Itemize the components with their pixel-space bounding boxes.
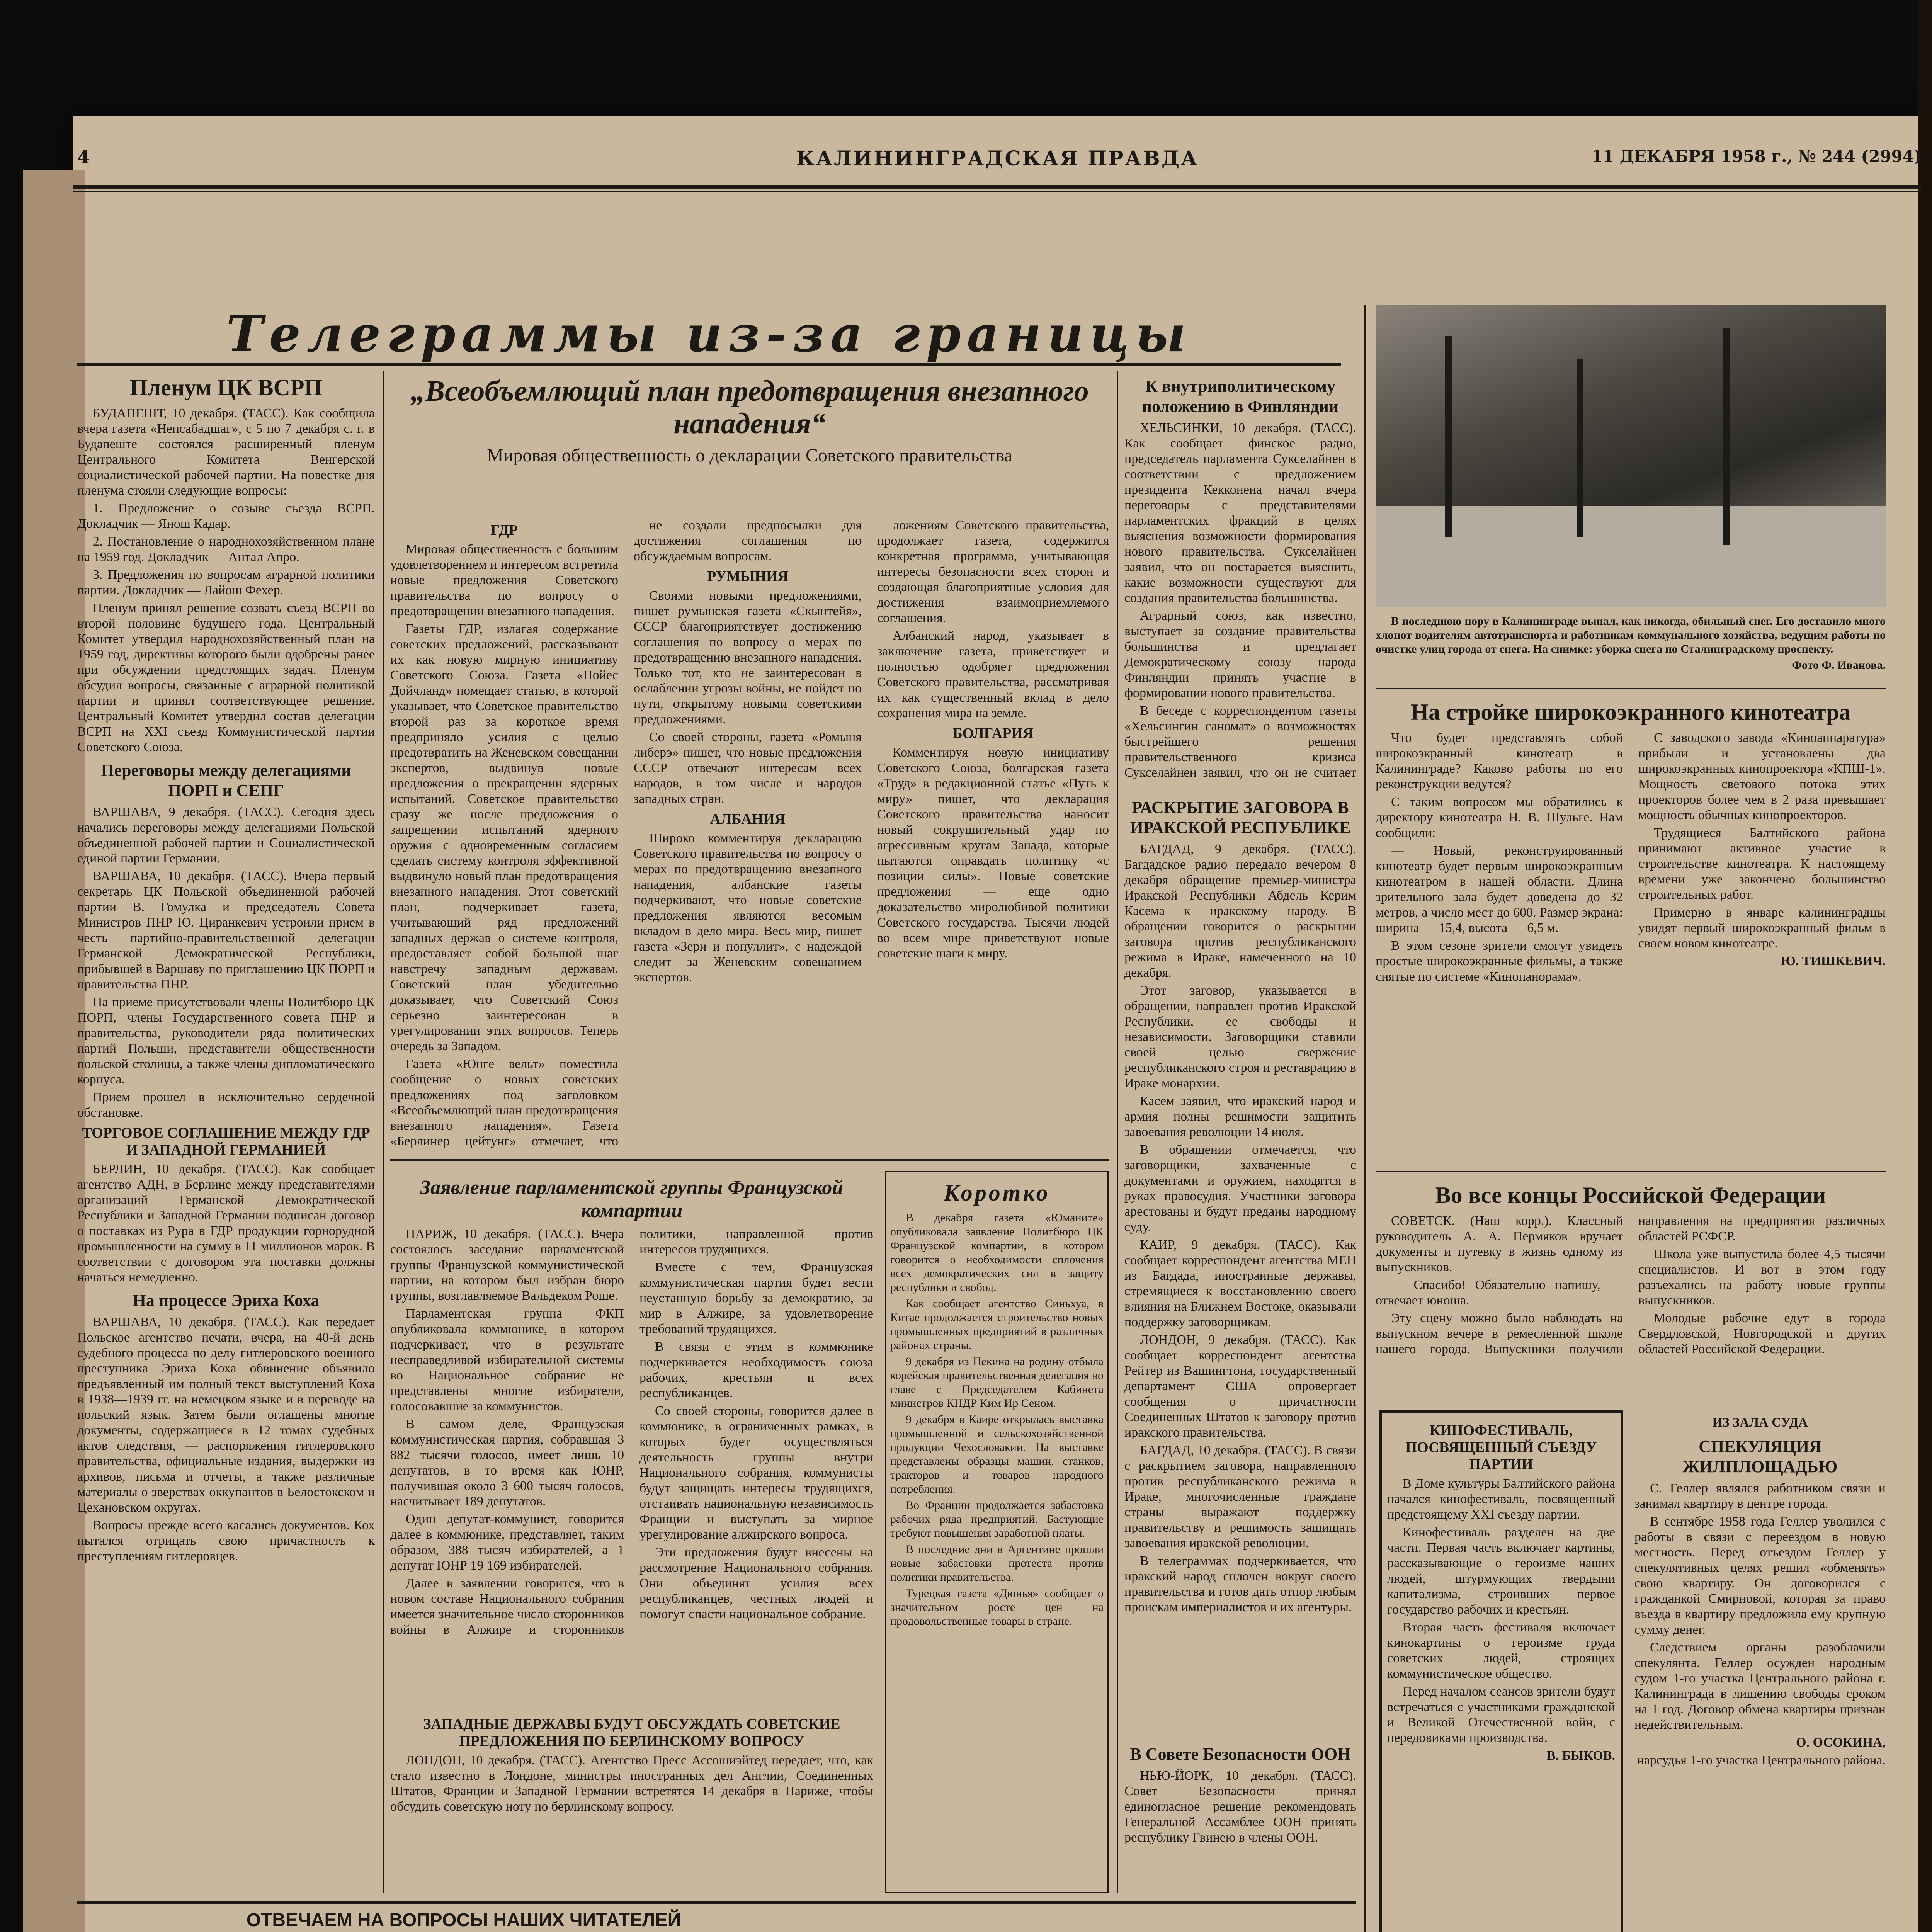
plan-text: Мировая общественность с большим удовлетворением и интересом встретила новые предложения Советского правительства по вопросу о предотвращении внезапного нападения. [390, 542, 618, 618]
koch-trial-text: ВАРШАВА, 10 декабря. (ТАСС). Как передает Польское агентство печати, вчера, на 40-й день судебного процесса по делу гитлеровского военного преступника Эриха Коха обвинение объявило предъявленный им полный текст выступлений Коха в 1938—1939 гг. на немецком языке и в переводе на польский язык. Затем были оглашены многие документы, содержащиеся в 12 томах судебных актов следствия, — распоряжения гитлеровского правительства, официальные издания, выдержки из архивов, письма и отчеты, а также различные материалы о зверствах оккупантов в Белостокском и Цехановском округах. [77, 1315, 375, 1515]
section-divider [1376, 1171, 1886, 1172]
photo-caption-text: В последнюю пору в Калининграде выпал, как никогда, обильный снег. Его доставило много хлопот водителям автотранспорта и работникам коммунального хозяйства, ведущим работы по очистке улиц города от снега. На снимке: уборка снега по Сталинградскому проспекту. [1376, 615, 1886, 655]
plenum-text: 2. Постановление о народнохозяйственном плане на 1959 год. Докладчик — Антал Апро. [77, 534, 375, 564]
berlin-text: ЛОНДОН, 10 декабря. (ТАСС). Агентство Пресс Ассошиэйтед передает, что, как стало известно в Лондоне, министры иностранных дел Англии, Соединенных Штатов, Франции и Западной Германии встретятся 14 декабря в Париже, чтобы обсудить советскую ноту по берлинскому вопросу. [390, 1753, 873, 1814]
plan-gdr-head: ГДР [490, 522, 518, 538]
column-divider [383, 371, 384, 1893]
korotko-item: 9 декабря в Каире открылась выставка промышленной и сельскохозяйственной продукции Чехословакии. На выставке представлены образцы машин, станков, тракторов и товаров народного потребления. [890, 1413, 1104, 1495]
korotko-title: Коротко [944, 1180, 1050, 1206]
berlin-title: ЗАПАДНЫЕ ДЕРЖАВЫ БУДУТ ОБСУЖДАТЬ СОВЕТСКИЕ ПРЕДЛОЖЕНИЯ ПО БЕРЛИНСКОМУ ВОПРОСУ [423, 1716, 840, 1749]
cinema-author: Ю. ТИШКЕВИЧ. [1781, 954, 1886, 968]
france-text: В связи с этим в коммюнике подчеркивается необходимость союза рабочих, крестьян и всех республиканцев. [639, 1340, 873, 1400]
plan-subtitle: Мировая общественность о декларации Советского правительства [486, 445, 1013, 466]
masthead: КАЛИНИНГРАДСКАЯ ПРАВДА [796, 147, 1199, 170]
federation-text: — Спасибо! Обязательно напишу, — отвечает юноша. [1376, 1278, 1623, 1308]
cinema-text: — Новый, реконструированный кинотеатр будет первым широкоэкранным кинотеатром в нашей области. Длина зрительного зала будет доведена до 32 метров, а число мест до 600. Размер экрана: ширина — 15,4, высота — 6,5 м. [1376, 844, 1623, 935]
issue-date: 11 ДЕКАБРЯ 1958 г., № 244 (2994) [1591, 147, 1922, 166]
iraq-title: РАСКРЫТИЕ ЗАГОВОРА В ИРАКСКОЙ РЕСПУБЛИКЕ [1130, 798, 1351, 837]
column-divider [1364, 305, 1366, 1932]
snow-photo [1376, 305, 1886, 607]
porp-text: Прием прошел в исключительно сердечной обстановке. [77, 1090, 375, 1120]
plan-text: Комментируя новую инициативу Советского Союза, болгарская газета «Труд» в редакционной статье «Путь к миру» пишет, что декларация Советского правительства наносит новый сокрушительный удар по агрессивным кругам Запада, которые пытаются оправдать политику «с позиции силы». Новые советские предложения — еще одно доказательство миролюбивой политики Советского государства. Тысячи людей во всем мире приветствуют новые советские шаги к миру. [877, 745, 1109, 961]
photo-tree [1445, 336, 1452, 537]
finland-article [1124, 371, 1356, 781]
photo-tree [1577, 359, 1583, 537]
cinema-text: В этом сезоне зрители смогут увидеть простые широкоэкранные фильмы, а также снятые по системе «Кинопанорама». [1376, 939, 1623, 984]
federation-text: СОВЕТСК. (Наш корр.). Классный руководитель А. А. Пермяков вручает документы и путевку в жизнь одному из выпускников. [1376, 1214, 1623, 1274]
plan-bul-head: БОЛГАРИЯ [952, 725, 1034, 742]
cinema-text: Примерно в январе калининградцы увидят первый широкоэкранный фильм в своем новом кинотеатре. [1638, 905, 1886, 951]
france-text: Один депутат-коммунист, говорится далее в коммюнике, представляет, таким образом, 388 тысяч избирателей, а 1 депутат ЮНР 19 169 избирателей. [390, 1512, 624, 1573]
france-text: Со своей стороны, говорится далее в коммюнике, в ограниченных рамках, в которых будет осуществляться деятельность группы внутри Национального собрания, коммунисты будут защищать интересы трудящихся, отстаивать национальную независимость Франции и выступать за мирное урегулирование алжирского вопроса. [639, 1404, 873, 1542]
page-edge [23, 170, 85, 1932]
photo-snow [1376, 506, 1886, 607]
berlin-article [390, 1712, 873, 1893]
plenum-text: 1. Предложение о созыве съезда ВСРП. Докладчик — Янош Кадар. [77, 501, 375, 531]
iraq-text: БАГДАД, 10 декабря. (ТАСС). В связи с раскрытием заговора, направленного против республиканского режима в Ираке, многочисленные граждане страны выражают поддержку правительству и решимость защищать завоевания иракской революции. [1124, 1443, 1356, 1550]
cinema-text: Что будет представлять собой широкоэкранный кинотеатр в Калининграде? Каково работы по его реконструкции ведутся? [1376, 731, 1623, 791]
koch-trial-title: На процессе Эриха Коха [133, 1291, 320, 1310]
cinema-title: На стройке широкоэкранного кинотеатра [1410, 699, 1851, 725]
korotko-item: 9 декабря из Пекина на родину отбыла корейская правительственная делегация во главе с Председателем Кабинета министров КНДР Ким Ир Сеном. [890, 1355, 1104, 1410]
page-number: 4 [77, 147, 90, 168]
festival-author: В. БЫКОВ. [1547, 1748, 1615, 1763]
plan-rom-head: РУМЫНИЯ [707, 568, 788, 585]
court-head: ИЗ ЗАЛА СУДА [1712, 1415, 1808, 1430]
cinema-text: С заводского завода «Киноаппаратура» прибыли и установлены два широкоэкранных кинопроектора «КПШ-1». Мощность светового потока этих проекторов более чем в 2 раза превышает мощность обычных кинопроекторов. [1638, 731, 1886, 822]
france-text: Далее в заявлении говорится, что в новом составе Национального собрания имеется значительное число сторонников войны в Алжире и сторонников политики, направленной против интересов трудящихся. [390, 1227, 873, 1637]
cinema-text: С таким вопросом мы обратились к директору кинотеатра Н. В. Шульге. Нам сообщили: [1376, 795, 1623, 840]
festival-text: Перед началом сеансов зрители будут встречаться с участниками гражданской и Великой Отечественной войн, с передовиками производства. [1387, 1684, 1615, 1745]
column-left [77, 371, 375, 1893]
plan-text: ложениям Советского правительства, продолжает газета, содержится конкретная программа, учитывающая интересы безопасности всех сторон и создающая благоприятные условия для достижения взаимоприемлемого соглашения. [877, 518, 1109, 625]
federation-text: Школа уже выпустила более 4,5 тысячи специалистов. И вот в этом году разъехались на работу новые группы выпускников. [1638, 1247, 1886, 1308]
koch-trial-text: Вопросы прежде всего касались документов. Кох пытался отрицать свою причастность к преступлениям гитлеровцев. [77, 1518, 375, 1563]
france-text: В самом деле, Французская коммунистическая партия, собравшая 3 882 тысячи голосов, имеет лишь 10 депутатов, в то время как ЮНР, получившая около 3 600 тысяч голосов, насчитывает 189 депутатов. [390, 1417, 624, 1509]
porp-text: На приеме присутствовали члены Политбюро ЦК ПОРП, члены Государственного совета ПНР и правительства, руководители ряда политических партий Польши, представители общественности польской столицы, а также члены дипломатического корпуса. [77, 995, 375, 1087]
plan-text: Газета «Юнге вельт» поместила сообщение о новых советских предложениях под заголовком «Всеобъемлющий план предотвращения внезапного нападения». Газета «Берлинер цейтунг» отмечает, что [390, 1057, 618, 1148]
photo-tree [1723, 328, 1730, 545]
binder-strip [1918, 0, 1932, 1932]
header-rule-thin [73, 191, 1922, 192]
iraq-text: ЛОНДОН, 9 декабря. (ТАСС). Как сообщает корреспондент агентства Рейтер из Вашингтона, государственный департамент США опровергает сообщения о причастности Соединенных Штатов к заговору против иракского правительства. [1124, 1333, 1356, 1440]
federation-text: Молодые рабочие едут в города Свердловской, Новгородской и других областей Российской Федерации. [1638, 1311, 1886, 1356]
france-article [390, 1171, 873, 1704]
korotko-box [885, 1171, 1109, 1893]
iraq-text: БАГДАД, 9 декабря. (ТАСС). Багдадское радио передало вечером 8 декабря обращение премьер-министра Иракской Республики Абдель Керим Касема к иракскому народу. В обращении говорится о раскрытии заговора против республиканского режима в Ираке, намеченного на 10 декабря. [1124, 842, 1356, 980]
trade-title: ТОРГОВОЕ СОГЛАШЕНИЕ МЕЖДУ ГДР И ЗАПАДНОЙ ГЕРМАНИЕЙ [82, 1125, 370, 1158]
france-title: Заявление парламентской группы Французской компартии [420, 1177, 844, 1222]
trade-text: БЕРЛИН, 10 декабря. (ТАСС). Как сообщает агентство АДН, в Берлине между представителями организаций Германской Демократической Республики и Западной Германии подписан договор о поставках из Рура в ГДР продукции горнорудной промышленности на сумму в 11 миллионов марок. В соответствии с договором эта поставки должны начаться немедленно. [77, 1162, 375, 1284]
security-council-text: НЬЮ-ЙОРК, 10 декабря. (ТАСС). Совет Безопасности принял единогласное решение рекомендовать Генеральной Ассамблее ООН принять республику Гвинею в члены ООН. [1124, 1769, 1356, 1845]
plenum-text: БУДАПЕШТ, 10 декабря. (ТАСС). Как сообщила вчера газета «Непсабадшаг», с 5 по 7 декабря с. г. в Будапеште состоялся расширенный пленум Центрального Комитета Венгерской социалистической рабочей партии. На повестке дня пленума стояли следующие вопросы: [77, 406, 375, 498]
column-divider [1117, 371, 1118, 1893]
finland-text: ХЕЛЬСИНКИ, 10 декабря. (ТАСС). Как сообщает финское радио, председатель парламента Сукселайнен в соответствии с предложением президента Кекконена начал вчера переговоры с представителями парламентских фракций в целях выяснения возможности формирования нового правительства. Сукселайнен заявил, что он постарается выяснить, какие возможности существуют для создания правительства большинства. [1124, 421, 1356, 605]
security-council-title: В Совете Безопасности ООН [1130, 1745, 1351, 1764]
security-council-article [1124, 1739, 1356, 1893]
plan-text: Широко комментируя декларацию Советского правительства по вопросу о мерах по предотвращению внезапного нападения, албанские газеты подчеркивают, что новые советские предложения являются весомым вкладом в дело мира. Весь мир, пишет газета «Зери и популлит», с надеждой следит за Женевским совещанием экспертов. [634, 831, 862, 985]
federation-title: Во все концы Российской Федерации [1435, 1182, 1826, 1208]
plan-text: Албанский народ, указывает в заключение газета, приветствует и полностью одобряет предложения Советского правительства, рассматривая их как существенный вклад в дело сохранения мира на земле. [877, 629, 1109, 720]
answers-head: ОТВЕЧАЕМ НА ВОПРОСЫ НАШИХ ЧИТАТЕЛЕЙ [246, 1910, 681, 1930]
section-divider [77, 1901, 1356, 1904]
cinema-body [1376, 730, 1886, 1140]
plan-text: не создали предпосылки для достижения соглашения по обсуждаемым вопросам. [634, 518, 862, 563]
section-divider [390, 1159, 1109, 1161]
federation-body [1376, 1213, 1886, 1391]
festival-title: КИНОФЕСТИВАЛЬ, ПОСВЯЩЕННЫЙ СЪЕЗДУ ПАРТИИ [1405, 1422, 1597, 1473]
court-author: О. ОСОКИНА, [1796, 1735, 1886, 1750]
plan-text: Своими новыми предложениями, пишет румынская газета «Скынтейя», СССР благоприятствует достижению соглашения по вопросу о мерах по предотвращению внезапного нападения. Только тот, кто не заинтересован в ослаблении угрозы войны, не пойдет по пути, открытому новыми советскими предложениями. [634, 588, 862, 726]
photo-caption [1376, 614, 1886, 680]
photo-credit: Фото Ф. Иванова. [1792, 659, 1886, 672]
federation-text: Эту сцену можно было наблюдать на выпускном вечере в ремесленной школе нашего города. Выпускники получили направления на предприятия различных областей РСФСР. [1376, 1214, 1886, 1356]
iraq-text: Касем заявил, что иракский народ и армия полны решимости защитить завоевания революции 14 июля. [1124, 1094, 1356, 1139]
section-banner: Телеграммы из-за границы [77, 305, 1341, 366]
iraq-text: В телеграммах подчеркивается, что иракский народ сплочен вокруг своего правительства и готов дать отпор любым проискам империалистов и их агентуры. [1124, 1554, 1356, 1614]
section-divider [1376, 688, 1886, 689]
court-author-title: нарсудья 1-го участка Центрального района. [1637, 1753, 1886, 1767]
header-rule [73, 185, 1922, 189]
korotko-item: Во Франции продолжается забастовка рабочих ряда предприятий. Бастующие требуют повышения заработной платы. [890, 1499, 1104, 1539]
plenum-title: Пленум ЦК ВСРП [129, 375, 323, 400]
court-text: В сентябре 1958 года Геллер уволился с работы в связи с переездом в новую местность. Перед отъездом Геллер у спекулятивных целях решил «обменять» свою квартиру. Он договорился с гражданкой Смирновой, которая за право въезда в квартиру предложила ему крупную сумму денег. [1634, 1514, 1886, 1637]
court-article [1634, 1410, 1886, 1932]
plan-column-2 [634, 518, 862, 1148]
finland-title: К внутриполитическому положению в Финляндии [1142, 377, 1339, 416]
cinema-article [1376, 696, 1886, 1167]
finland-text: Аграрный союз, как известно, выступает за создание правительства большинства и предлагает Демократическому союзу народа Финляндии принять участие в формировании нового правительства. [1124, 609, 1356, 700]
france-text: Вместе с тем, Французская коммунистическая партия будет вести неустанную борьбу за демократию, за мир в Алжире, за удовлетворение требований трудящихся. [639, 1260, 873, 1336]
iraq-text: Этот заговор, указывается в обращении, направлен против Иракской Республики, ее свободы и независимости. Заговорщики ставили своей целью свержение республиканского строя и реставрацию в Ираке монархии. [1124, 983, 1356, 1090]
porp-text: ВАРШАВА, 9 декабря. (ТАСС). Сегодня здесь начались переговоры между делегациями Польской объединенной рабочей партии и Социалистической единой партии Германии. [77, 805, 375, 866]
iraq-text: КАИР, 9 декабря. (ТАСС). Как сообщает корреспондент агентства МЕН из Багдада, иностранные державы, стремящиеся к восстановлению своего влияния на Ближнем Востоке, оказывали поддержку заговорщикам. [1124, 1238, 1356, 1329]
festival-box [1379, 1410, 1623, 1932]
plan-column-1 [390, 518, 618, 1148]
france-body [390, 1226, 873, 1690]
court-title: СПЕКУЛЯЦИЯ ЖИЛПЛОЩАДЬЮ [1682, 1437, 1838, 1476]
korotko-item: В декабря газета «Юманите» опубликовала заявление Политбюро ЦК Французской компартии, в котором говорится о необходимости сплочения всех демократических сил в защиту республики и свобод. [890, 1211, 1104, 1294]
finland-text: В беседе с корреспондентом газеты «Хельсингин саномат» о возможностях быстрейшего решения правительственного кризиса Сукселайнен заявил, что он не считает [1124, 704, 1356, 780]
france-text: Эти предложения будут внесены на рассмотрение Национального собрания. Они объединят усилия всех республиканцев, честных людей и помогут спасти национальное собрание. [639, 1545, 873, 1621]
korotko-item: В последние дни в Аргентине прошли новые забастовки протеста против политики правительства. [890, 1543, 1104, 1583]
plenum-text: 3. Предложения по вопросам аграрной политики партии. Докладчик — Лайош Фехер. [77, 568, 375, 597]
plan-alb-head: АЛБАНИЯ [710, 811, 786, 827]
iraq-text: В обращении отмечается, что заговорщики, захваченные с документами и оружием, находятся в руках правосудия. Участники заговора арестованы и будут преданы народному суду. [1124, 1143, 1356, 1234]
france-text: Парламентская группа ФКП опубликовала коммюнике, в котором подчеркивает, что в результате несправедливой избирательной системы во Национальное собрание не представлены многие избиратели, голосовавшие за коммунистов. [390, 1306, 624, 1413]
plan-headline [390, 371, 1109, 479]
plan-title: „Всеобъемлющий план предотвращения внезапного нападения“ [410, 375, 1089, 440]
plan-text: Газеты ГДР, излагая содержание советских предложений, рассказывают их как новую мирную инициативу Советского Союза. Газета «Нойес Дойчланд» помещает статью, в которой указывает, что Советское правительство второй раз за короткое время предприняло усилия с целью предотвратить на Женевском совещании экспертов, выдвинув новые предложения о прекращении ядерных испытаний. Советское правительство сразу же после предложения о запрещении испытаний ядерного оружия с одновременным согласием сделать систему контроля эффективной выдвинуло новый план предотвращения внезапного нападения. Этот советский план, подчеркивает газета, учитывающий ряд предложений западных держав о системе контроля, предоставляет собой большой шаг навстречу западным державам. Советский план убедительно доказывает, что Советский Союз серьезно заинтересован в урегулировании этих вопросов. Теперь очередь за Западом. [390, 622, 618, 1053]
plan-text: Со своей стороны, газета «Ромыня либерэ» пишет, что новые предложения СССР отвечают интересам всех народов, в том числе и народов западных стран. [634, 730, 862, 806]
plenum-text: Пленум принял решение созвать съезд ВСРП во второй половине будущего года. Центральный Комитет утвердил народнохозяйственный план на 1959 год, директивы которого были одобрены ранее при обсуждении предстоящих задач. Пленум обсудил вопросы, связанные с аграрной политикой партии и принял соответствующее решение. Центральный Комитет утвердил состав делегации ВСРП на XXI съезд Коммунистической партии Советского Союза. [77, 601, 375, 754]
festival-text: В Доме культуры Балтийского района начался кинофестиваль, посвященный предстоящему XXI съезду партии. [1387, 1476, 1615, 1522]
plan-column-3 [877, 518, 1109, 1148]
korotko-item: Турецкая газета «Дюнья» сообщает о значительном росте цен на продовольственные товары в стране. [890, 1587, 1104, 1628]
porp-text: ВАРШАВА, 10 декабря. (ТАСС). Вчера первый секретарь ЦК Польской объединенной рабочей партии В. Гомулка и председатель Совета Министров ПНР Ю. Циранкевич устроили прием в честь партийно-правительственной делегации Германской Демократической Республики, прибывшей в Варшаву по приглашению ЦК ПОРП и правительства ПНР. [77, 869, 375, 992]
porp-title: Переговоры между делегациями ПОРП и СЕПГ [101, 761, 351, 800]
court-text: С. Геллер являлся работником связи и занимал квартиру в центре города. [1634, 1481, 1886, 1511]
federation-article [1376, 1179, 1886, 1403]
festival-text: Вторая часть фестиваля включает кинокартины о героизме труда советских людей, строящих коммунистическое общество. [1387, 1620, 1615, 1681]
cinema-text: Трудящиеся Балтийского района принимают активное участие в строительстве кинотеатра. К настоящему времени уже закончено большинство строительных работ. [1638, 826, 1886, 902]
festival-text: Кинофестиваль разделен на две части. Первая часть включает картины, рассказывающие о героизме наших людей, штурмующих твердыни капитализма, строивших первое государство рабочих и крестьян. [1387, 1525, 1615, 1617]
france-text: ПАРИЖ, 10 декабря. (ТАСС). Вчера состоялось заседание парламентской группы Французской коммунистической партии, на котором был избран бюро группы, возглавляемое Вальдеком Роше. [390, 1227, 624, 1303]
court-text: Следствием органы разоблачили спекулянта. Геллер осужден народным судом 1-го участка Центрального района г. Калининграда в лишению свободы сроком на 1 год. Договор обмена квартиры признан недействительным. [1634, 1640, 1886, 1732]
iraq-article [1124, 792, 1356, 1727]
korotko-item: Как сообщает агентство Синьхуа, в Китае продолжается строительство новых промышленных предприятий в различных районах страны. [890, 1297, 1104, 1352]
page-header [73, 139, 1922, 182]
